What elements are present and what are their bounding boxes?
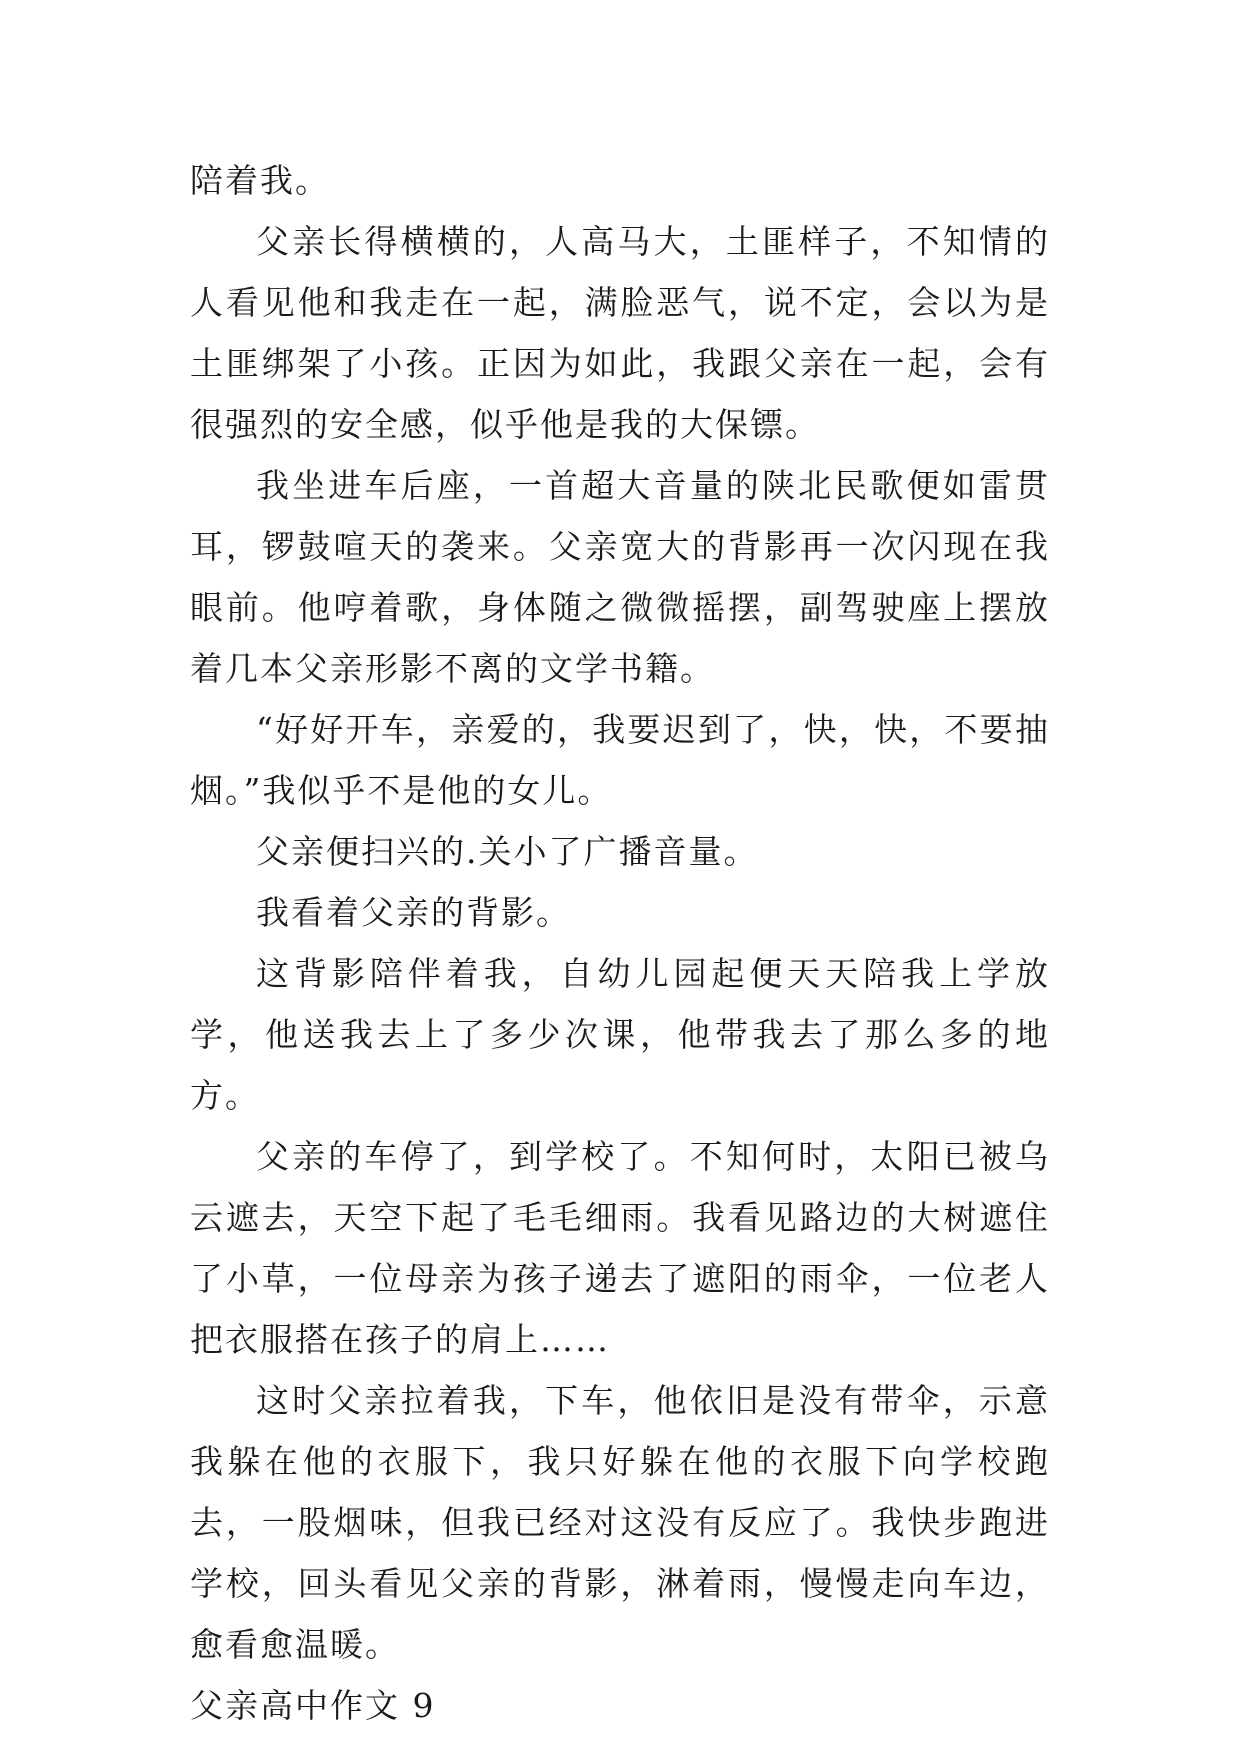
paragraph-8: 父亲的车停了，到学校了。不知何时，太阳已被乌云遮去，天空下起了毛毛细雨。我看见路边的大树遮住了小草，一位母亲为孩子递去了遮阳的雨伞，一位老人把衣服搭在孩子的肩上……: [190, 1137, 1050, 1359]
paragraph-4: “好好开车，亲爱的，我要迟到了，快，快，不要抽烟。”我似乎不是他的女儿。: [190, 710, 1050, 810]
paragraph-1: 陪着我。: [190, 161, 330, 200]
paragraph-3: 我坐进车后座，一首超大音量的陕北民歌便如雷贯耳，锣鼓喧天的袭来。父亲宽大的背影再一次闪现在我眼前。他哼着歌，身体随之微微摇摆，副驾驶座上摆放着几本父亲形影不离的文学书籍。: [190, 466, 1050, 688]
document-page: [190, 150, 1050, 1736]
section-title: 父亲高中作文 9: [190, 1686, 436, 1725]
paragraph-6: 我看着父亲的背影。: [256, 893, 571, 932]
paragraph-9: 这时父亲拉着我，下车，他依旧是没有带伞，示意我躲在他的衣服下，我只好躲在他的衣服下向学校跑去，一股烟味，但我已经对这没有反应了。我快步跑进学校，回头看见父亲的背影，淋着雨，慢慢走向车边，愈看愈温暖。: [190, 1381, 1050, 1664]
paragraph-5: 父亲便扫兴的.关小了广播音量。: [256, 832, 759, 871]
paragraph-2: 父亲长得横横的，人高马大，土匪样子，不知情的人看见他和我走在一起，满脸恶气，说不定，会以为是土匪绑架了小孩。正因为如此，我跟父亲在一起，会有很强烈的安全感，似乎他是我的大保镖。: [190, 222, 1050, 444]
paragraph-7: 这背影陪伴着我，自幼儿园起便天天陪我上学放学，他送我去上了多少次课，他带我去了那么多的地方。: [190, 954, 1050, 1115]
